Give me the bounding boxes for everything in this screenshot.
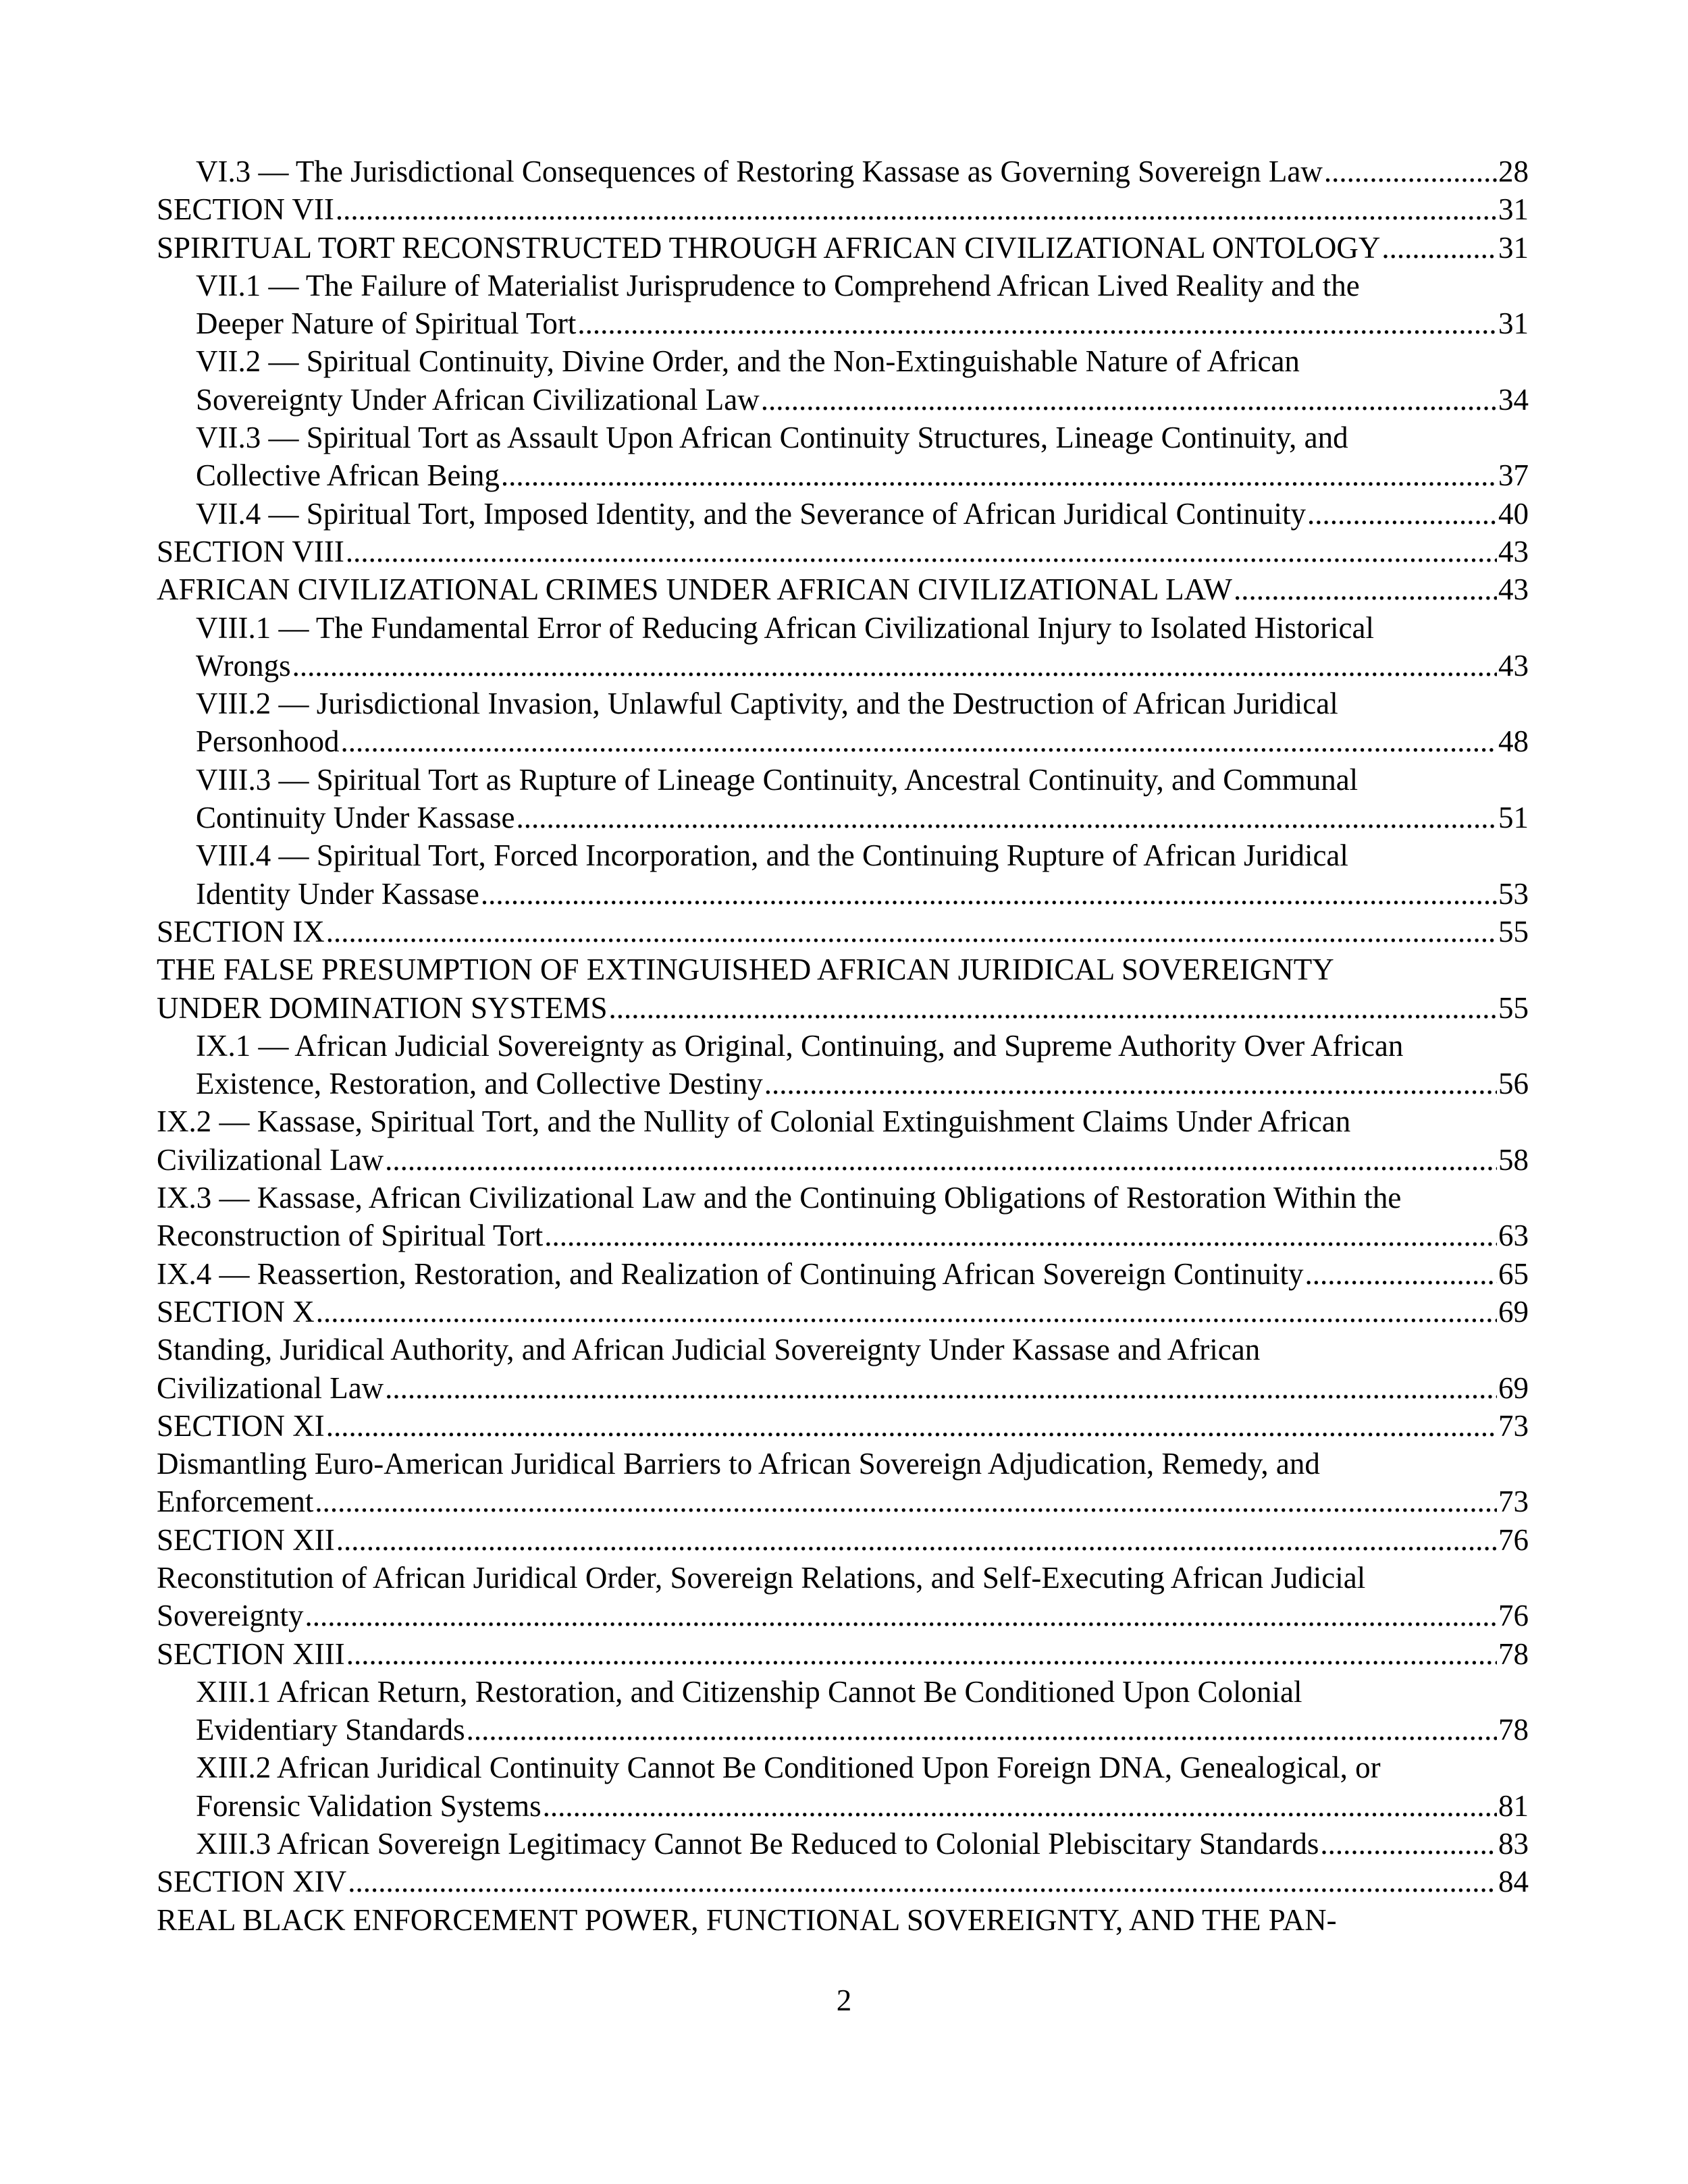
toc-entry-title: Personhood [196, 724, 340, 759]
toc-entry-leader-line [157, 190, 1529, 228]
toc-page-number: 83 [1498, 1827, 1529, 1861]
toc-entry-leader-line [196, 456, 1529, 494]
toc-page-number: 73 [1498, 1408, 1529, 1443]
toc-entry-leader-line [157, 1597, 1529, 1634]
toc-page-number: 40 [1498, 496, 1529, 531]
dot-leader [385, 1369, 1497, 1407]
toc-page-number: 65 [1498, 1256, 1529, 1291]
toc-entry [157, 1179, 1529, 1255]
dot-leader [336, 1521, 1497, 1559]
toc-entry-title: Identity Under Kassase [196, 876, 479, 911]
toc-entry [157, 1673, 1529, 1749]
toc-entry-title: SPIRITUAL TORT RECONSTRUCTED THROUGH AFRICAN CIVILIZATIONAL ONTOLOGY [157, 230, 1381, 265]
toc-page-number: 31 [1498, 192, 1529, 227]
toc-entry [157, 1521, 1529, 1559]
toc-entry-title: Wrongs [196, 648, 291, 683]
toc-entry-leader-line [196, 799, 1529, 836]
dot-leader [346, 1635, 1497, 1673]
dot-leader [336, 190, 1497, 228]
toc-entry-title: VI.3 — The Jurisdictional Consequences of Restoring Kassase as Governing Sovereign Law [196, 155, 1323, 188]
toc-entry-leader-line [196, 1825, 1529, 1863]
toc-entry [157, 229, 1529, 267]
dot-leader [1324, 153, 1497, 190]
toc-entry [157, 533, 1529, 570]
dot-leader [501, 456, 1497, 494]
toc-entry-title: Collective African Being [196, 458, 500, 493]
toc-entry [157, 761, 1529, 837]
toc-page-number: 34 [1498, 382, 1529, 417]
toc-entry [157, 1407, 1529, 1445]
dot-leader [1381, 229, 1497, 267]
toc-entry-line: VII.3 — Spiritual Tort as Assault Upon African Continuity Structures, Lineage Continuity, and [196, 421, 1348, 455]
dot-leader [543, 1787, 1497, 1825]
toc-entry-line: IX.3 — Kassase, African Civilizational Law and the Continuing Obligations of Restoration Within the [157, 1181, 1402, 1215]
toc-page-number: 76 [1498, 1522, 1529, 1557]
toc-entry-title: Evidentiary Standards [196, 1713, 465, 1747]
toc-page-number: 78 [1498, 1713, 1529, 1747]
toc-entry-line: VIII.2 — Jurisdictional Invasion, Unlawful Captivity, and the Destruction of African Juridical [196, 687, 1338, 721]
toc-entry [157, 1255, 1529, 1293]
toc-entry-leader-line [196, 153, 1529, 190]
toc-entry-leader-line [157, 1369, 1529, 1407]
toc-entry [157, 1749, 1529, 1825]
toc-entry-line: THE FALSE PRESUMPTION OF EXTINGUISHED AFRICAN JURIDICAL SOVEREIGNTY [157, 953, 1334, 987]
toc-entry [157, 1863, 1529, 1900]
toc-entry-line: Standing, Juridical Authority, and African Judicial Sovereignty Under Kassase and African [157, 1333, 1261, 1367]
dot-leader [341, 722, 1498, 760]
toc-entry-leader-line [196, 495, 1529, 533]
toc-page-number: 58 [1498, 1142, 1529, 1177]
toc-page-number: 43 [1498, 648, 1529, 683]
toc-entry-title: Civilizational Law [157, 1142, 384, 1177]
toc-entry-title: Sovereignty Under African Civilizational Law [196, 382, 760, 417]
toc-page-number: 78 [1498, 1636, 1529, 1671]
toc-entry [157, 1027, 1529, 1103]
toc-entry-title: Enforcement [157, 1485, 314, 1519]
toc-entry-title: SECTION VIII [157, 534, 344, 568]
toc-entry-line: VII.2 — Spiritual Continuity, Divine Order, and the Non-Extinguishable Nature of African [196, 344, 1300, 379]
toc-entry [157, 1635, 1529, 1673]
toc-entry-line: XIII.1 African Return, Restoration, and Citizenship Cannot Be Conditioned Upon Colonial [196, 1674, 1302, 1709]
toc-entry [157, 1901, 1529, 1939]
dot-leader [1304, 1255, 1497, 1293]
toc-entry-title: UNDER DOMINATION SYSTEMS [157, 990, 608, 1025]
toc-entry-title: VII.4 — Spiritual Tort, Imposed Identity, and the Severance of African Juridical Continuity [196, 496, 1306, 531]
dot-leader [481, 875, 1497, 913]
toc-entry-leader-line [157, 913, 1529, 951]
toc-entry-leader-line [157, 1635, 1529, 1673]
toc-entry-line: REAL BLACK ENFORCEMENT POWER, FUNCTIONAL SOVEREIGNTY, AND THE PAN- [157, 1902, 1337, 1937]
toc-entry-leader-line [157, 570, 1529, 608]
toc-entry [157, 342, 1529, 419]
toc-entry-title: Deeper Nature of Spiritual Tort [196, 307, 577, 341]
dot-leader [609, 989, 1497, 1027]
toc-entry-line: Reconstitution of African Juridical Order, Sovereign Relations, and Self-Executing African Judicial [157, 1560, 1366, 1595]
toc-entry-title: Sovereignty [157, 1599, 304, 1633]
toc-entry [157, 609, 1529, 685]
toc-entry-leader-line [157, 1293, 1529, 1331]
toc-entry-leader-line [196, 722, 1529, 760]
toc-page-number: 48 [1498, 724, 1529, 759]
toc-entry-line: VII.1 — The Failure of Materialist Jurisprudence to Comprehend African Lived Reality and the [196, 268, 1360, 302]
toc-entry-leader-line [196, 647, 1529, 685]
toc-entry [157, 267, 1529, 343]
toc-page-number: 55 [1498, 990, 1529, 1025]
toc-entry-leader-line [157, 989, 1529, 1027]
toc-entry-title: Reconstruction of Spiritual Tort [157, 1219, 544, 1253]
toc-entry [157, 913, 1529, 951]
toc-entry-title: SECTION XIII [157, 1636, 345, 1671]
toc-entry [157, 1102, 1529, 1179]
toc-entry [157, 419, 1529, 495]
dot-leader [1320, 1825, 1497, 1863]
toc-entry [157, 570, 1529, 608]
toc-entry-line: VIII.3 — Spiritual Tort as Rupture of Lineage Continuity, Ancestral Continuity, and Communal [196, 762, 1359, 797]
toc-page-number: 43 [1498, 534, 1529, 568]
toc-entry-line: IX.1 — African Judicial Sovereignty as Original, Continuing, and Supreme Authority Over African [196, 1028, 1404, 1063]
toc-entry-title: SECTION XIV [157, 1865, 347, 1899]
dot-leader [305, 1597, 1497, 1634]
dot-leader [348, 1863, 1497, 1900]
toc-entry-leader-line [196, 1065, 1529, 1102]
toc-entry-line: VIII.1 — The Fundamental Error of Reducing African Civilizational Injury to Isolated Historical [196, 610, 1374, 645]
toc-page-number: 73 [1498, 1485, 1529, 1519]
toc-entry-title: SECTION X [157, 1294, 315, 1329]
toc-entry-line: VIII.4 — Spiritual Tort, Forced Incorporation, and the Continuing Rupture of African Juridical [196, 838, 1348, 873]
toc-entry [157, 1331, 1529, 1407]
dot-leader [764, 1065, 1497, 1102]
dot-leader [315, 1483, 1497, 1520]
toc-page-number: 69 [1498, 1370, 1529, 1405]
toc-entry [157, 685, 1529, 761]
toc-page-number: 81 [1498, 1788, 1529, 1823]
toc-entry-leader-line [157, 1483, 1529, 1520]
toc-entry-leader-line [157, 229, 1529, 267]
toc-page-number: 31 [1498, 307, 1529, 341]
toc-entry-title: SECTION VII [157, 192, 334, 227]
dot-leader [346, 533, 1497, 570]
toc-entry-title: XIII.3 African Sovereign Legitimacy Cannot Be Reduced to Colonial Plebiscitary Standards [196, 1827, 1319, 1861]
toc-entry-line: IX.2 — Kassase, Spiritual Tort, and the Nullity of Colonial Extinguishment Claims Under African [157, 1104, 1351, 1139]
toc-entry-title: Existence, Restoration, and Collective Destiny [196, 1067, 763, 1101]
dot-leader [1307, 495, 1497, 533]
toc-entry-leader-line [157, 1521, 1529, 1559]
toc-page-number: 84 [1498, 1865, 1529, 1899]
toc-entry-leader-line [196, 1711, 1529, 1749]
toc-entry [157, 1445, 1529, 1521]
toc-entry [157, 1559, 1529, 1635]
toc-entry-title: IX.4 — Reassertion, Restoration, and Realization of Continuing African Sovereign Continuity [157, 1256, 1304, 1291]
toc-entry-title: Forensic Validation Systems [196, 1788, 542, 1823]
toc-entry-title: SECTION XI [157, 1408, 325, 1443]
toc-entry-leader-line [196, 1787, 1529, 1825]
dot-leader [326, 1407, 1497, 1445]
toc-page-number: 76 [1498, 1599, 1529, 1633]
toc-entry [157, 951, 1529, 1027]
toc-page-number: 31 [1498, 230, 1529, 265]
toc-entry-leader-line [157, 1255, 1529, 1293]
toc-entry-leader-line [157, 1407, 1529, 1445]
toc-page-number: 28 [1498, 155, 1529, 188]
toc-entry [157, 1293, 1529, 1331]
toc-entry-leader-line [157, 533, 1529, 570]
toc-entry [157, 495, 1529, 533]
toc-entry [157, 190, 1529, 228]
dot-leader [292, 647, 1497, 685]
toc-entry-leader-line [157, 1217, 1529, 1254]
toc-entry [157, 1825, 1529, 1863]
dot-leader [316, 1293, 1497, 1331]
toc-page-number: 63 [1498, 1219, 1529, 1253]
page-number: 2 [836, 1983, 852, 2017]
toc-page-number: 37 [1498, 458, 1529, 493]
toc-entry-title: SECTION IX [157, 914, 325, 949]
toc-entry-title: Continuity Under Kassase [196, 801, 515, 835]
toc-page-number: 51 [1498, 801, 1529, 835]
dot-leader [326, 913, 1497, 951]
dot-leader [577, 304, 1497, 342]
toc-entry-line: Dismantling Euro-American Juridical Barriers to African Sovereign Adjudication, Remedy, and [157, 1447, 1320, 1481]
dot-leader [385, 1141, 1497, 1179]
dot-leader [761, 381, 1497, 419]
toc-entry-title: AFRICAN CIVILIZATIONAL CRIMES UNDER AFRICAN CIVILIZATIONAL LAW [157, 572, 1232, 607]
toc-entry-leader-line [196, 381, 1529, 419]
toc-page-number: 55 [1498, 914, 1529, 949]
toc-entry-leader-line [196, 304, 1529, 342]
toc-entry-line: XIII.2 African Juridical Continuity Cannot Be Conditioned Upon Foreign DNA, Genealogical, or [196, 1751, 1381, 1785]
dot-leader [1234, 570, 1497, 608]
dot-leader [467, 1711, 1497, 1749]
toc-entry-leader-line [157, 1141, 1529, 1179]
toc-entry-title: SECTION XII [157, 1522, 335, 1557]
toc-entry [157, 153, 1529, 190]
toc-entry-leader-line [196, 875, 1529, 913]
toc-page-number: 69 [1498, 1294, 1529, 1329]
table-of-contents [157, 153, 1529, 1939]
dot-leader [544, 1217, 1497, 1254]
dot-leader [516, 799, 1497, 836]
toc-entry [157, 836, 1529, 913]
toc-entry-title: Civilizational Law [157, 1370, 384, 1405]
toc-entry-leader-line [157, 1863, 1529, 1900]
toc-page-number: 56 [1498, 1067, 1529, 1101]
toc-page-number: 53 [1498, 876, 1529, 911]
toc-page-number: 43 [1498, 572, 1529, 607]
